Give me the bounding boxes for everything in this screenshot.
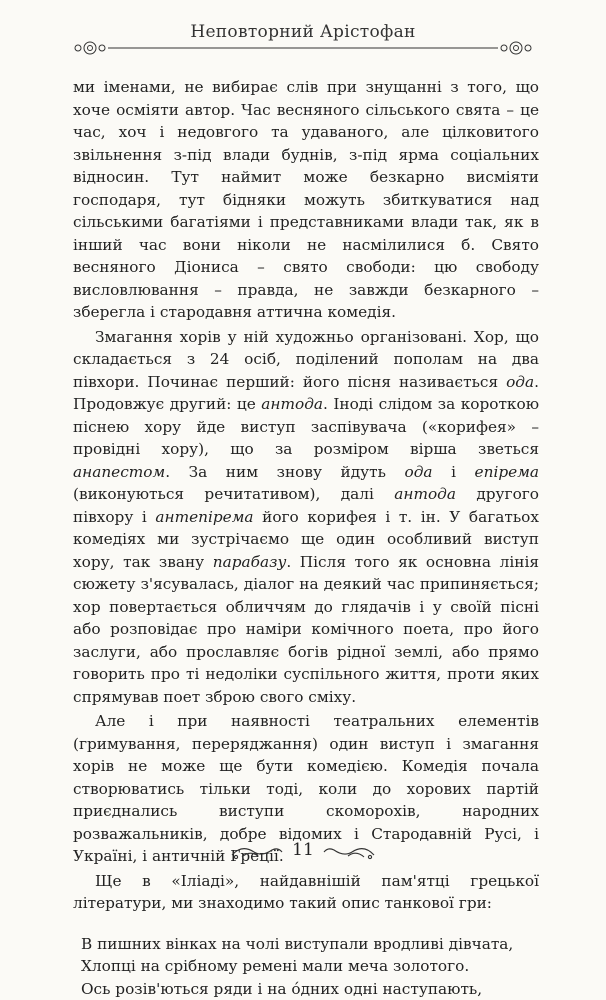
page-number: 11 (0, 840, 606, 860)
paragraph: ми іменами, не вибирає слів при знущанні з того, що хоче осміяти автор. Час весняного сільського свята – це час, хоч і недовгого та удаваного, але цілковитого звільнення з-під влади буднів, з-під ярма соціальних відносин. Тут наймит може безкарно висміяти господаря, тут бідняки можуть збиткуватися над сільськими багатіями і представниками влади так, як в інший час вони ніколи не насмілилися б. Свято весняного Діониса – свято свободи: цю свободу висловлювання – правда, не завжди безкарного – зберегла і стародавня аттична комедія. (73, 76, 539, 324)
header-left-ornament (75, 42, 105, 54)
poem-line: Ось розів'ються ряди і на óдних одні наступають, (81, 978, 539, 1000)
poem-quote (73, 933, 539, 1000)
paragraph: Але і при наявності театральних елементів (гримування, переряджання) один виступ і змагання хорів не може ще бути комедією. Комедія почала створюватись тільки тоді, коли до хорових партій приєднались виступи скоморохів, народних розважальників, добре відомих і Стародавній Русі, і Україні, і античній Греції. (73, 710, 539, 868)
header-ornament-rule (70, 40, 536, 56)
running-title: Неповторний Арістофан (0, 22, 606, 42)
header-right-ornament (501, 42, 531, 54)
page-header (0, 0, 606, 66)
paragraph: Ще в «Іліаді», найдавнішій пам'ятці грецької літератури, ми знаходимо такий опис танкової гри: (73, 870, 539, 915)
page-footer (0, 832, 606, 872)
poem-line: Хлопці на срібному ремені мали меча золотого. (81, 955, 539, 978)
paragraph-choruses: Змагання хорів у ній художньо організовані. Хор, що складається з 24 осіб, поділений пополам на два півхори. Починає перший: його пісня називається ода. Продовжує другий: це антода. Іноді слідом за короткою піснею хору йде виступ заспівувача («корифея» – провідні хору), що за розміром вірша зветься анапестом. За ним знову йдуть ода і епірема (виконуються речитативом), далі антода другого півхору і антепірема його корифея і т. ін. У багатьох комедіях ми зустрічаємо ще один особливий виступ хору, так звану парабазу. Після того як основна лінія сюжету з'ясувалась, діалог на деякий час припиняється; хор повертається обличчям до глядачів і у своїй пісні або розповідає про наміри комічного поета, про його заслуги, або прославляє богів рідної землі, або прямо говорить про ті недоліки суспільного життя, проти яких спрямував поет зброю свого сміху. (73, 326, 539, 709)
poem-line: В пишних вінках на чолі виступали вродливі дівчата, (81, 933, 539, 956)
